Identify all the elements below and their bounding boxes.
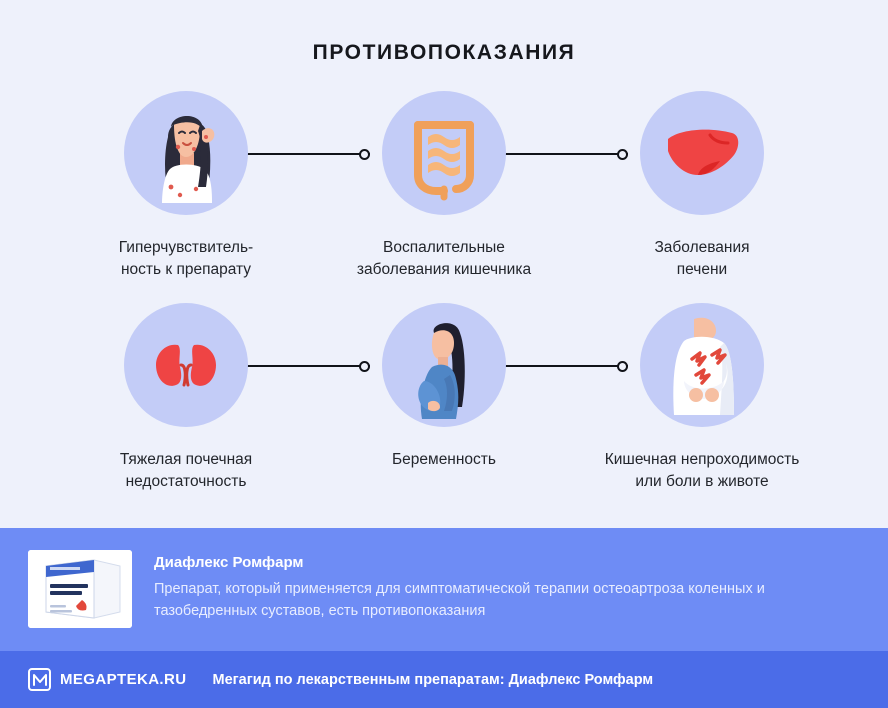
footer-caption: Мегагид по лекарственным препаратам: Диафлекс Ромфарм [212, 671, 654, 688]
footer-bar [0, 651, 888, 708]
item-caption [392, 449, 496, 471]
page-title: ПРОТИВОПОКАЗАНИЯ [312, 41, 576, 64]
contraindications-row-2 [30, 303, 858, 493]
icon-circle [640, 303, 764, 427]
contraindication-item-renal-failure [57, 303, 315, 493]
caption-line: ность к препарату [120, 261, 252, 278]
kidneys-icon [124, 303, 248, 427]
contraindication-item-liver-disease [573, 91, 831, 281]
item-caption [120, 449, 252, 493]
icon-circle [124, 303, 248, 427]
contraindication-item-hypersensitivity [57, 91, 315, 281]
pregnant-woman-icon [382, 303, 506, 427]
contraindication-item-bowel-disease [315, 91, 573, 281]
product-text-block [154, 554, 860, 623]
connector-dot-icon [359, 361, 370, 372]
icon-circle [640, 91, 764, 215]
product-name: Диафлекс Ромфарм [154, 554, 304, 572]
intestine-icon [382, 91, 506, 215]
item-caption [654, 237, 749, 281]
caption-line: Тяжелая почечная [119, 451, 253, 468]
logo-text: MEGAPTEKA.RU [60, 671, 187, 688]
contraindication-item-pregnancy [315, 303, 573, 493]
icon-circle [382, 91, 506, 215]
caption-line: печени [676, 261, 728, 278]
product-banner [0, 528, 888, 651]
icon-circle [124, 91, 248, 215]
connector-dot-icon [617, 149, 628, 160]
caption-line: недостаточность [125, 473, 247, 490]
medicine-box-icon [28, 550, 132, 628]
item-caption [605, 449, 800, 493]
abdominal-pain-icon [640, 303, 764, 427]
item-caption [357, 237, 531, 281]
caption-line: Воспалительные [383, 239, 505, 256]
caption-line: или боли в животе [635, 473, 769, 490]
caption-line: Заболевания [654, 239, 750, 256]
product-package-image [28, 550, 132, 628]
item-caption [119, 237, 253, 281]
contraindication-item-bowel-obstruction [573, 303, 831, 493]
product-description: Препарат, который применяется для симптоматической терапии остеоартроза коленных и тазобедренных суставов, есть противопоказания [154, 581, 765, 619]
connector-dot-icon [617, 361, 628, 372]
liver-icon [640, 91, 764, 215]
contraindications-grid [0, 69, 888, 493]
caption-line: Гиперчувствитель- [118, 239, 254, 256]
contraindications-row-1 [30, 91, 858, 281]
megapteka-logo[interactable] [28, 668, 186, 691]
allergy-woman-icon [124, 91, 248, 215]
logo-mark-icon [28, 668, 51, 691]
connector-dot-icon [359, 149, 370, 160]
logo-m-glyph-icon [33, 674, 47, 686]
caption-line: Кишечная непроходимость [604, 451, 800, 468]
caption-line: заболевания кишечника [356, 261, 532, 278]
icon-circle [382, 303, 506, 427]
caption-line: Беременность [392, 451, 496, 468]
